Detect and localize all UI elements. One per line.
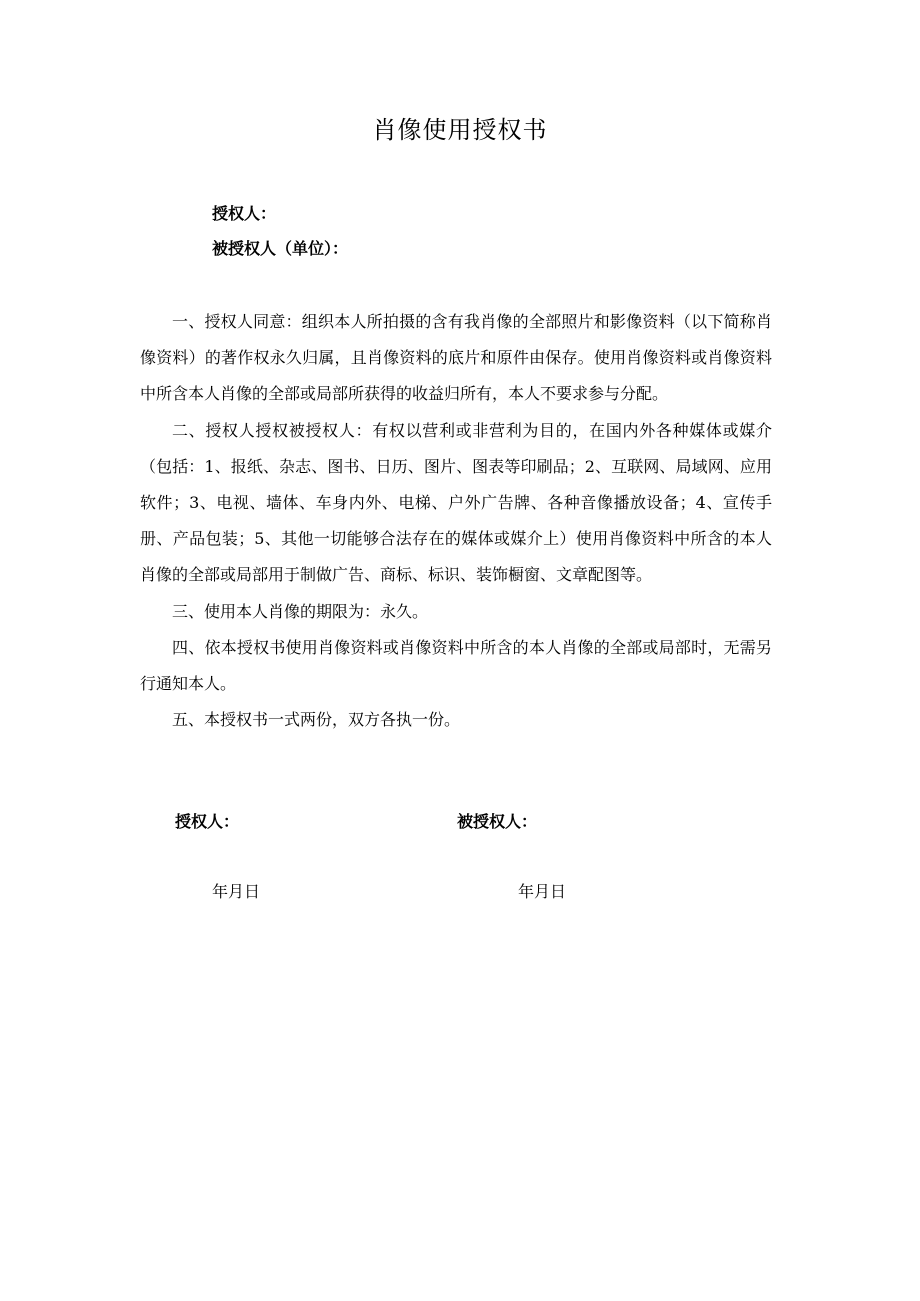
grantee-date: 年月日 xyxy=(518,882,567,901)
clause-4: 四、依本授权书使用肖像资料或肖像资料中所含的本人肖像的全部或局部时，无需另行通知本人。 xyxy=(140,637,772,694)
clause-1: 一、授权人同意：组织本人所拍摄的含有我肖像的全部照片和影像资料（以下简称肖像资料）的著作权永久归属，且肖像资料的底片和原件由保存。使用肖像资料或肖像资料中所含本人肖像的全部或局部所获得的收益归所有，本人不要求参与分配。 xyxy=(140,312,772,404)
grantor-date: 年月日 xyxy=(212,882,261,901)
grantee-label: 被授权人（单位）： xyxy=(212,239,349,258)
document-body xyxy=(140,304,772,738)
clause-5: 五、本授权书一式两份，双方各执一份。 xyxy=(172,710,461,730)
document-title: 肖像使用授权书 xyxy=(372,116,548,144)
clause-2: 二、授权人授权被授权人：有权以营利或非营利为目的，在国内外各种媒体或媒介（包括：1、报纸、杂志、图书、日历、图片、图表等印刷品；2、互联网、局域网、应用软件；3、电视、墙体、车身内外、电梯、户外广告牌、各种音像播放设备；4、宣传手册、产品包装；5、其他一切能够合法存在的媒体或媒介上）使用肖像资料中所含的本人肖像的全部或局部用于制做广告、商标、标识、装饰橱窗、文章配图等。 xyxy=(140,420,772,585)
clause-3: 三、使用本人肖像的期限为：永久。 xyxy=(172,601,429,621)
grantee-signature-label: 被授权人： xyxy=(457,812,538,831)
grantor-label: 授权人： xyxy=(212,204,277,223)
grantor-signature-label: 授权人： xyxy=(175,812,240,831)
